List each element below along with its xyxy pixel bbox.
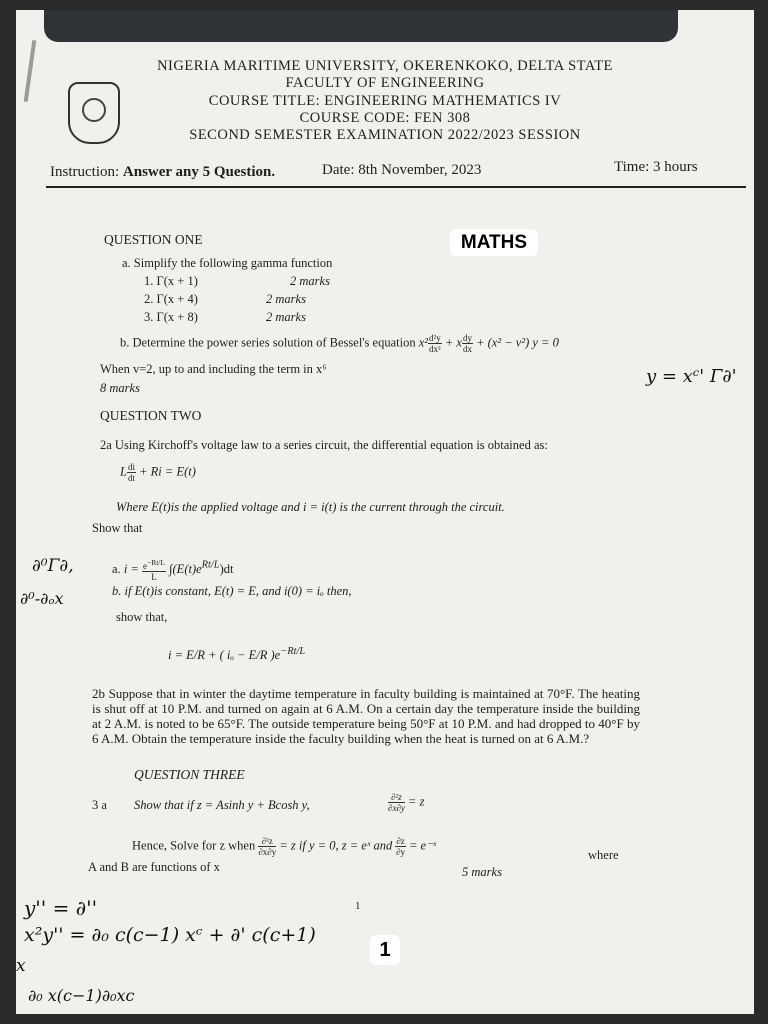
header-divider	[46, 186, 746, 188]
q1a-item-2-marks: 2 marks	[266, 292, 306, 306]
exam-session: SECOND SEMESTER EXAMINATION 2022/2023 SESSION	[189, 127, 581, 143]
q1a-item-1: 1. Γ(x + 1)	[144, 274, 198, 288]
q1a-item-2: 2. Γ(x + 4)	[144, 292, 198, 306]
q1b-when: When v=2, up to and including the term in x⁶	[100, 362, 327, 376]
q2a-equation: L $\frac{di}{dt}$ + Ri = E(t)	[120, 462, 196, 483]
course-code: COURSE CODE: FEN 308	[299, 110, 471, 126]
q2a-result: i = E/R + ( iₒ − E/R )$e^{-Rt/L}$	[168, 646, 306, 663]
exam-paper	[16, 10, 754, 1014]
page-number-badge: 1	[370, 935, 400, 965]
q2a-part-b: b. if E(t)is constant, E(t) = E, and i(0) = iₒ then,	[112, 584, 352, 598]
handwriting-right: y = xᶜ' Γ∂'	[646, 366, 737, 387]
q2a-show-that: Show that	[92, 521, 143, 535]
q1a-text: a. Simplify the following gamma function	[122, 256, 333, 270]
q3a-marks: 5 marks	[462, 865, 502, 879]
q2a-where: Where E(t)is the applied voltage and i = i(t) is the current through the circuit.	[116, 500, 505, 514]
question-two-title: QUESTION TWO	[100, 408, 202, 423]
q3a-hence: Hence, Solve for z when $\frac{\text{∂²z}}{\partial x\partial y}$ = z if y = 0, z = eˣ and $\frac{\partial z}{\partial y}$ = e⁻ˣ	[132, 836, 437, 857]
q2a-show-that-2: show that,	[116, 610, 168, 624]
q1a-item-3-marks: 2 marks	[266, 310, 306, 324]
question-one-title: QUESTION ONE	[104, 232, 203, 247]
q3a-ab-functions: A and B are functions of x	[88, 860, 220, 874]
exam-date: Date: 8th November, 2023	[322, 162, 482, 178]
handwriting-left-1: ∂⁰Γ∂,	[32, 556, 74, 576]
handwriting-bottom-2: x²y'' = ∂₀ c(c−1) xᶜ + ∂' c(c+1)	[24, 924, 316, 946]
page-number: 1	[355, 900, 361, 912]
handwriting-bottom-1: y'' = ∂''	[24, 896, 98, 920]
q2a-part-a: a. i = $\frac{e^{-Rt/L}}{L}$ $\int(E(t)e^{Rt/L})dt$	[112, 558, 234, 582]
q3a-mixed-partial: $\frac{\text{∂²z}}{\partial x\partial y}$ = z	[388, 792, 425, 813]
maths-badge: MATHS	[450, 229, 538, 256]
q3a-label: 3 a	[92, 798, 107, 812]
course-title: COURSE TITLE: ENGINEERING MATHEMATICS IV	[208, 93, 562, 109]
q1a-item-1-marks: 2 marks	[290, 274, 330, 288]
handwriting-bottom-4: ∂₀ x(c−1)∂₀xc	[28, 986, 135, 1005]
q2b-paragraph: 2b Suppose that in winter the daytime temperature in faculty building is maintained at 70°F. The heating is shut off at 10 P.M. and turned on again at 6 A.M. On a certain day the temperature inside the building at 2 A.M. is noted to be 65°F. The outside temperature being 50°F at 10 P.M. and had dropped to 40°F by 6 A.M. Obtain the temperature inside the faculty building when the heat is turned on at 6 A.M.?	[92, 686, 640, 746]
q3a-show: Show that if z = Asinh y + Bcosh y,	[134, 798, 310, 812]
q1b-marks: 8 marks	[100, 381, 140, 395]
university-name: NIGERIA MARITIME UNIVERSITY, OKERENKOKO, DELTA STATE	[157, 58, 613, 74]
phone-top-edge	[44, 10, 678, 42]
q2a-intro: 2a Using Kirchoff's voltage law to a series circuit, the differential equation is obtained as:	[100, 438, 548, 452]
question-three-title: QUESTION THREE	[134, 767, 245, 782]
q3a-where: where	[588, 848, 619, 862]
instruction: Instruction: Answer any 5 Question.	[50, 164, 276, 180]
handwriting-bottom-3: x	[16, 956, 26, 976]
q1b-equation: b. Determine the power series solution of Bessel's equation x² $\frac{\text{d²y}}{\text{dx²}}$ + x $\frac{dy}{dx}$ + (x² − v²) y = 0	[120, 333, 559, 354]
faculty-name: FACULTY OF ENGINEERING	[285, 75, 485, 91]
q1a-item-3: 3. Γ(x + 8)	[144, 310, 198, 324]
exam-time: Time: 3 hours	[614, 159, 698, 175]
handwriting-left-2: ∂⁰-∂ₒx	[20, 589, 64, 608]
